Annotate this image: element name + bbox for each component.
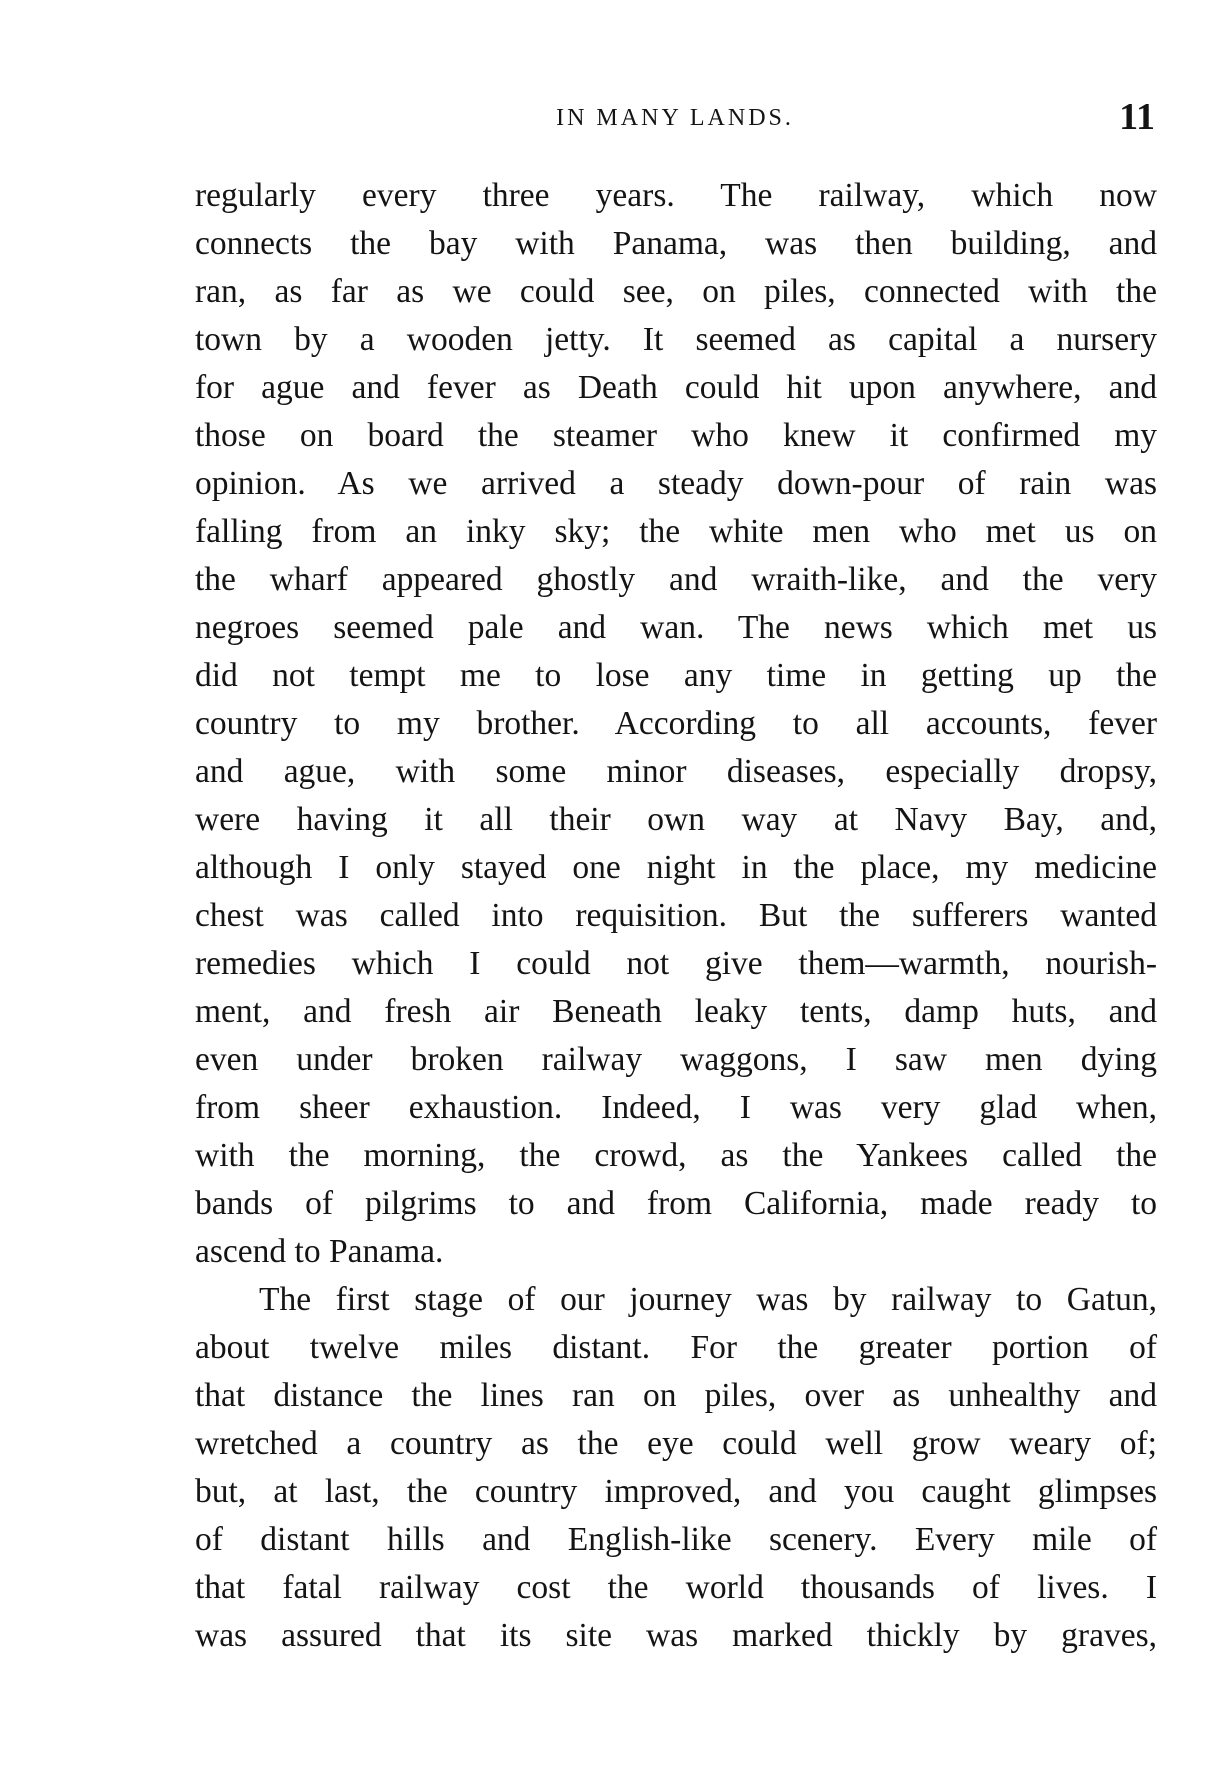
text-line: about twelve miles distant. For the greater portion of (195, 1329, 1157, 1366)
text-line: for ague and fever as Death could hit upon anywhere, and (195, 369, 1157, 406)
running-title: IN MANY LANDS. (556, 105, 794, 131)
text-line: town by a wooden jetty. It seemed as capital a nursery (195, 321, 1157, 358)
text-line: were having it all their own way at Navy Bay, and, (195, 801, 1157, 838)
text-line: the wharf appeared ghostly and wraith-like, and the very (195, 561, 1157, 598)
running-head (195, 95, 1155, 145)
text-line: that distance the lines ran on piles, over as unhealthy and (195, 1377, 1157, 1414)
text-line: but, at last, the country improved, and you caught glimpses (195, 1473, 1157, 1510)
text-line: with the morning, the crowd, as the Yankees called the (195, 1137, 1157, 1174)
page-number: 11 (1119, 96, 1155, 138)
text-line: although I only stayed one night in the place, my medicine (195, 849, 1157, 886)
text-line: those on board the steamer who knew it confirmed my (195, 417, 1157, 454)
text-line: regularly every three years. The railway, which now (195, 177, 1157, 214)
text-line: wretched a country as the eye could well grow weary of; (195, 1425, 1157, 1462)
text-line: ment, and fresh air Beneath leaky tents, damp huts, and (195, 993, 1157, 1030)
text-line: remedies which I could not give them—warmth, nourish- (195, 945, 1157, 982)
text-line: ascend to Panama. (195, 1233, 444, 1270)
text-line: that fatal railway cost the world thousands of lives. I (195, 1569, 1157, 1606)
text-line: and ague, with some minor diseases, especially dropsy, (195, 753, 1157, 790)
text-line: of distant hills and English-like scenery. Every mile of (195, 1521, 1157, 1558)
paragraph-1 (195, 172, 1157, 1276)
text-line: chest was called into requisition. But the sufferers wanted (195, 897, 1157, 934)
text-line: from sheer exhaustion. Indeed, I was very glad when, (195, 1089, 1157, 1126)
text-line: bands of pilgrims to and from California, made ready to (195, 1185, 1157, 1222)
text-line: connects the bay with Panama, was then building, and (195, 225, 1157, 262)
paragraph-2 (195, 1276, 1157, 1660)
text-line: ran, as far as we could see, on piles, connected with the (195, 273, 1157, 310)
text-line: did not tempt me to lose any time in getting up the (195, 657, 1157, 694)
text-line: opinion. As we arrived a steady down-pour of rain was (195, 465, 1157, 502)
text-line: country to my brother. According to all accounts, fever (195, 705, 1157, 742)
text-line: The first stage of our journey was by railway to Gatun, (259, 1281, 1157, 1318)
text-line: even under broken railway waggons, I saw men dying (195, 1041, 1157, 1078)
text-line: falling from an inky sky; the white men who met us on (195, 513, 1157, 550)
text-line: negroes seemed pale and wan. The news which met us (195, 609, 1157, 646)
text-line: was assured that its site was marked thickly by graves, (195, 1617, 1157, 1654)
body-text (195, 172, 1157, 1660)
